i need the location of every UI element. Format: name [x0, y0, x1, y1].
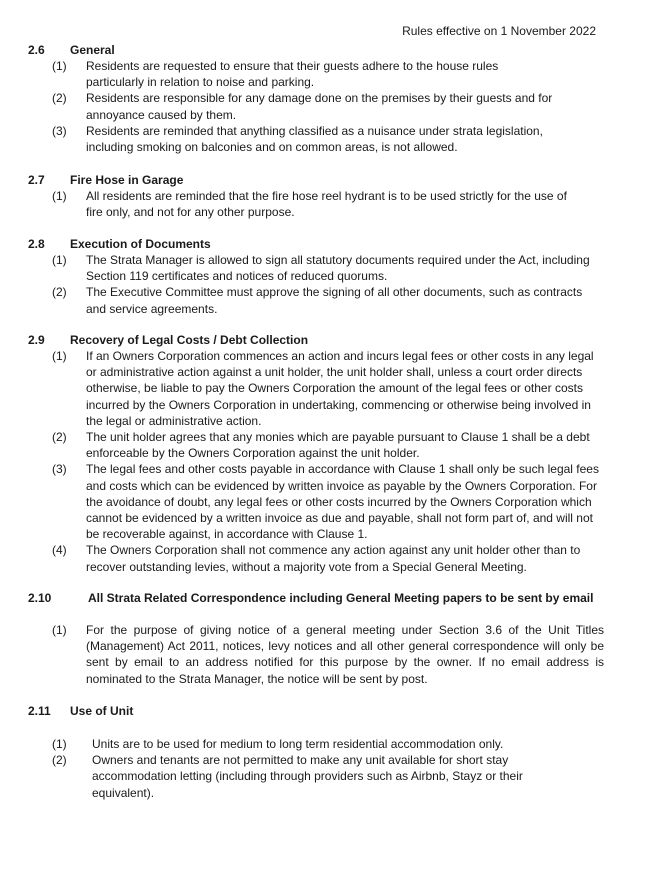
section-2-11: [28, 703, 604, 801]
list-item: [28, 252, 604, 284]
item-number: (2): [52, 753, 67, 768]
list-item: [28, 752, 528, 801]
item-text: Residents are requested to ensure that their guests adhere to the house rules particularly in relation to noise and parking.: [86, 59, 499, 90]
list-item: [28, 188, 568, 220]
list-item: [28, 123, 558, 155]
item-number: (1): [52, 737, 67, 751]
list-item: [28, 429, 604, 461]
item-number: (2): [52, 285, 67, 300]
item-number: (3): [52, 462, 67, 477]
item-text: The legal fees and other costs payable in accordance with Clause 1 shall only be such legal fees and costs which can be evidenced by written invoice as payable by the Owners Corporation. For the avoidance of doubt, any legal fees or other costs incurred by the Owners Corporation which cannot be evidenced by a written invoice as due and payable, shall not form part of, and will not be recoverable against, in accordance with Clause 1.: [86, 462, 599, 542]
section-number: 2.11: [28, 704, 51, 718]
item-text: Owners and tenants are not permitted to make any unit available for short stay accommodation letting (including through providers such as Airbnb, Stayz or their equivalent).: [92, 753, 523, 800]
section-2-9: [28, 332, 604, 575]
section-heading: [28, 236, 604, 252]
item-number: (2): [52, 430, 67, 445]
item-text: Residents are reminded that anything classified as a nuisance under strata legislation, including smoking on balconies and on common areas, is not allowed.: [86, 123, 543, 155]
section-number: 2.10: [28, 591, 52, 605]
item-number: (1): [52, 253, 67, 267]
item-text: For the purpose of giving notice of a general meeting under Section 3.6 of the Unit Titles (Management) Act 2011, notices, levy notices and all other general correspondence will only be sent by email to an address notified for this purpose by the owner. If no email address is nominated to the Strata Manager, the notice will be sent by post.: [86, 623, 604, 686]
effective-date: Rules effective on 1 November 2022: [402, 24, 596, 38]
section-heading: [28, 42, 604, 58]
section-title: Execution of Documents: [70, 237, 211, 251]
section-number: 2.7: [28, 173, 45, 187]
item-text: Units are to be used for medium to long term residential accommodation only.: [92, 737, 504, 751]
section-2-7: [28, 172, 604, 220]
item-number: (4): [52, 543, 67, 558]
list-item: [28, 348, 604, 429]
item-number: (2): [52, 91, 67, 106]
section-2-6: [28, 42, 604, 155]
item-text: The Strata Manager is allowed to sign all statutory documents required under the Act, including Section 119 certificates and notices of reduced quorums.: [86, 253, 590, 284]
list-item: [28, 461, 604, 542]
item-number: (3): [52, 123, 67, 138]
section-title: General: [70, 43, 115, 57]
list-item: [28, 58, 518, 90]
item-number: (1): [52, 349, 67, 363]
item-text: If an Owners Corporation commences an action and incurs legal fees or other costs in any legal or administrative action against a unit holder, the unit holder shall, unless a court order directs otherwise, be liable to pay the Owners Corporation the amount of the legal fees or other costs incurred by the Owners Corporation in undertaking, commencing or otherwise being involved in the legal or administrative action.: [86, 349, 594, 428]
section-heading: [28, 332, 604, 348]
section-title: Fire Hose in Garage: [70, 173, 184, 187]
section-heading: [28, 703, 604, 719]
section-title: All Strata Related Correspondence including General Meeting papers to be sent by email: [88, 591, 594, 605]
section-2-10: [28, 590, 604, 687]
section-title: Recovery of Legal Costs / Debt Collection: [70, 333, 309, 347]
list-item: [28, 736, 528, 752]
section-number: 2.8: [28, 237, 45, 251]
item-number: (1): [52, 189, 67, 203]
list-item: [28, 284, 604, 316]
list-item: [28, 90, 558, 122]
item-text: The Owners Corporation shall not commence any action against any unit holder other than to recover outstanding levies, without a majority vote from a Special General Meeting.: [86, 543, 581, 574]
item-text: The Executive Committee must approve the signing of all other documents, such as contracts and service agreements.: [86, 285, 583, 316]
list-item: [28, 542, 604, 574]
section-title: Use of Unit: [70, 704, 134, 718]
section-number: 2.9: [28, 333, 45, 347]
item-text: The unit holder agrees that any monies which are payable pursuant to Clause 1 shall be a debt enforceable by the Owners Corporation against the unit holder.: [86, 430, 590, 461]
item-number: (1): [52, 623, 67, 637]
list-item: [28, 622, 604, 687]
item-number: (1): [52, 59, 67, 73]
section-heading: [28, 172, 604, 188]
item-text: All residents are reminded that the fire hose reel hydrant is to be used strictly for the use of fire only, and not for any other purpose.: [86, 189, 567, 220]
section-heading: [28, 590, 604, 606]
item-text: Residents are responsible for any damage done on the premises by their guests and for annoyance caused by them.: [86, 91, 553, 122]
section-number: 2.6: [28, 43, 45, 57]
section-2-8: [28, 236, 604, 317]
